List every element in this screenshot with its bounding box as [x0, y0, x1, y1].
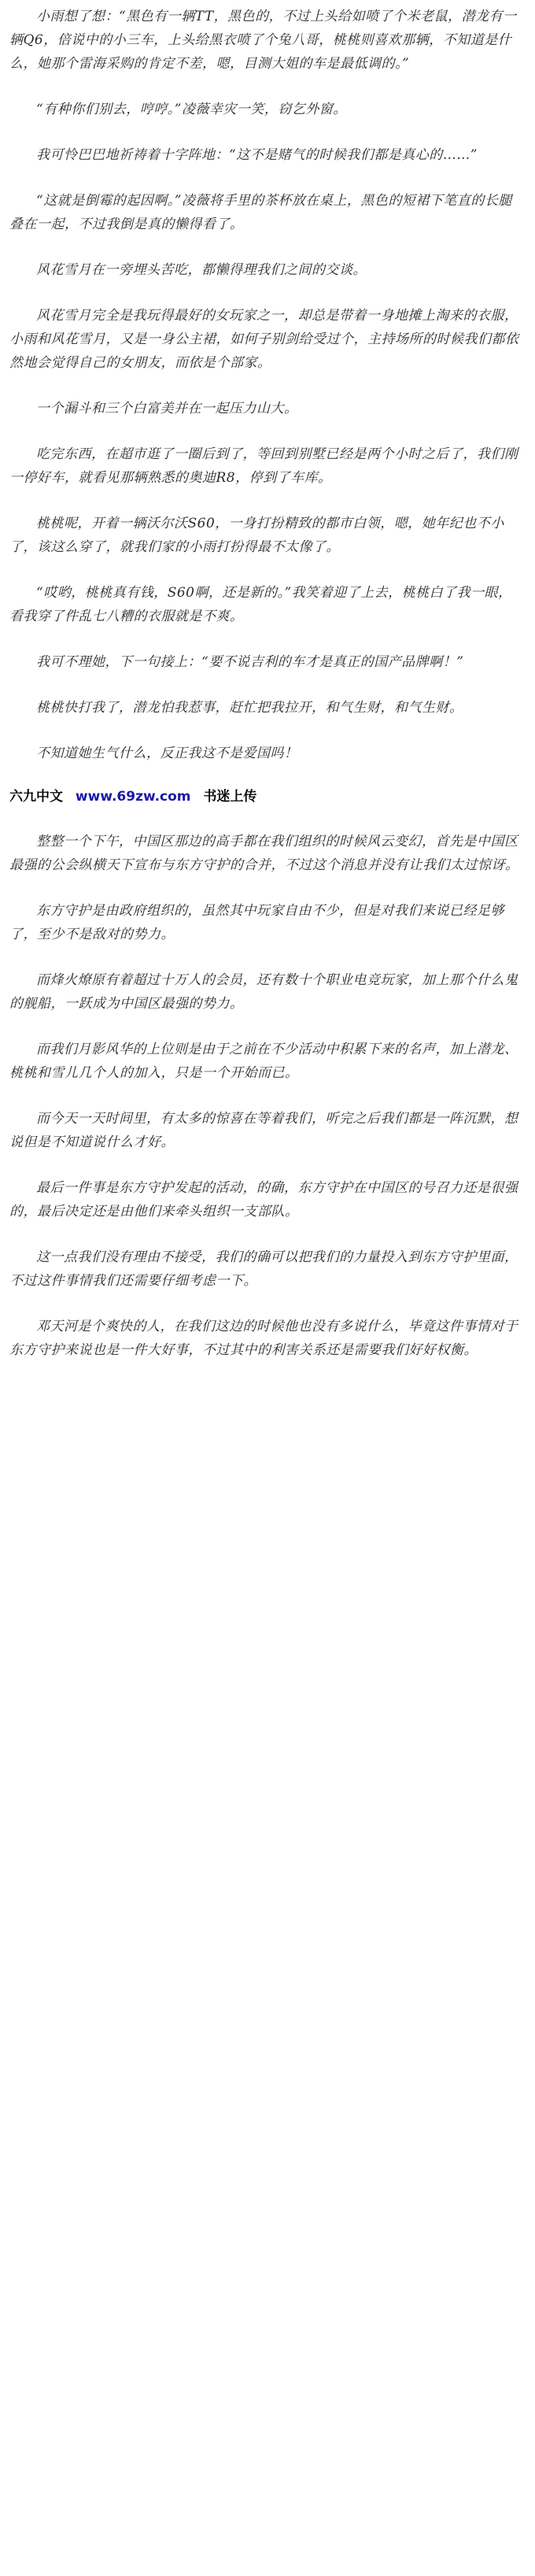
site-banner	[9, 787, 526, 806]
paragraph: 一个漏斗和三个白富美并在一起压力山大。	[36, 401, 298, 416]
paragraph: 小雨想了想：“黑色有一辆TT，黑色的，不过上头给如喷了个米老鼠，潜龙有一辆Q6，倍说中的小三车，上头给黑衣喷了个兔八哥，桃桃则喜欢那辆，不知道是什么，她那个雷海采购的肯定不差，嗯，目测大姐的车是最低调的。”	[9, 9, 517, 72]
paragraph: 风花雪月在一旁埋头苦吃，都懒得理我们之间的交谈。	[36, 262, 367, 278]
paragraph: 这一点我们没有理由不接受，我们的确可以把我们的力量投入到东方守护里面，不过这件事情我们还需要仔细考虑一下。	[9, 1249, 518, 1289]
paragraph: 我可怜巴巴地祈祷着十字阵地：“这不是赌气的时候我们都是真心的……”	[36, 147, 478, 163]
chapter-text-bottom	[9, 830, 526, 1362]
paragraph: 而烽火燎原有着超过十万人的会员，还有数十个职业电竞玩家，加上那个什么鬼的舰船，一跃成为中国区最强的势力。	[9, 972, 518, 1012]
site-tag: 书迷上传	[203, 789, 257, 805]
paragraph: 风花雪月完全是我玩得最好的女玩家之一，却总是带着一身地摊上淘来的衣服，小雨和风花雪月，又是一身公主裙，如何子别剑给受过个，主持场所的时候我们都依然地会觉得自己的女朋友，而依是个部家。	[9, 308, 519, 371]
site-url-link[interactable]: www.69zw.com	[75, 789, 191, 805]
paragraph: “哎哟，桃桃真有钱，S60啊，还是新的。”我笑着迎了上去，桃桃白了我一眼，看我穿了件乱七八糟的衣服就是不爽。	[9, 585, 512, 624]
paragraph: 而我们月影风华的上位则是由于之前在不少活动中积累下来的名声，加上潜龙、桃桃和雪儿几个人的加入，只是一个开始而已。	[9, 1042, 518, 1081]
chapter-text-top	[9, 5, 526, 765]
paragraph: 桃桃呢，开着一辆沃尔沃S60，一身打扮精致的都市白领，嗯，她年纪也不小了，该这么穿了，就我们家的小雨打扮得最不太像了。	[9, 516, 504, 555]
paragraph: 桃桃快打我了，潜龙怕我惹事，赶忙把我拉开，和气生财，和气生财。	[36, 700, 463, 716]
paragraph: 东方守护是由政府组织的，虽然其中玩家自由不少，但是对我们来说已经足够了，至少不是敌对的势力。	[9, 903, 504, 942]
paragraph: 整整一个下午，中国区那边的高手都在我们组织的时候风云变幻，首先是中国区最强的公会纵横天下宣布与东方守护的合并，不过这个消息并没有让我们太过惊讶。	[9, 834, 519, 873]
paragraph: 吃完东西，在超市逛了一圈后到了，等回到别墅已经是两个小时之后了，我们刚一停好车，就看见那辆熟悉的奥迪R8，停到了车库。	[9, 446, 518, 486]
paragraph: 邓天河是个爽快的人，在我们这边的时候他也没有多说什么，毕竟这件事情对于东方守护来说也是一件大好事，不过其中的利害关系还是需要我们好好权衡。	[9, 1319, 518, 1358]
paragraph: 而今天一天时间里，有太多的惊喜在等着我们，听完之后我们都是一阵沉默，想说但是不知道说什么才好。	[9, 1111, 518, 1150]
paragraph: 最后一件事是东方守护发起的活动，的确，东方守护在中国区的号召力还是很强的，最后决定还是由他们来牵头组织一支部队。	[9, 1180, 518, 1220]
paragraph: 我可不理她，下一句接上：“要不说吉利的车才是真正的国产品牌啊！”	[36, 654, 464, 670]
paragraph: “这就是倒霉的起因啊。”凌薇将手里的茶杯放在桌上，黑色的短裙下笔直的长腿叠在一起，不过我倒是真的懒得看了。	[9, 193, 512, 232]
site-name: 六九中文	[9, 789, 63, 805]
paragraph: “有种你们别去，哼哼。”凌薇幸灾一笑，窃乞外窗。	[36, 102, 347, 117]
paragraph: 不知道她生气什么，反正我这不是爱国吗！	[36, 746, 298, 761]
